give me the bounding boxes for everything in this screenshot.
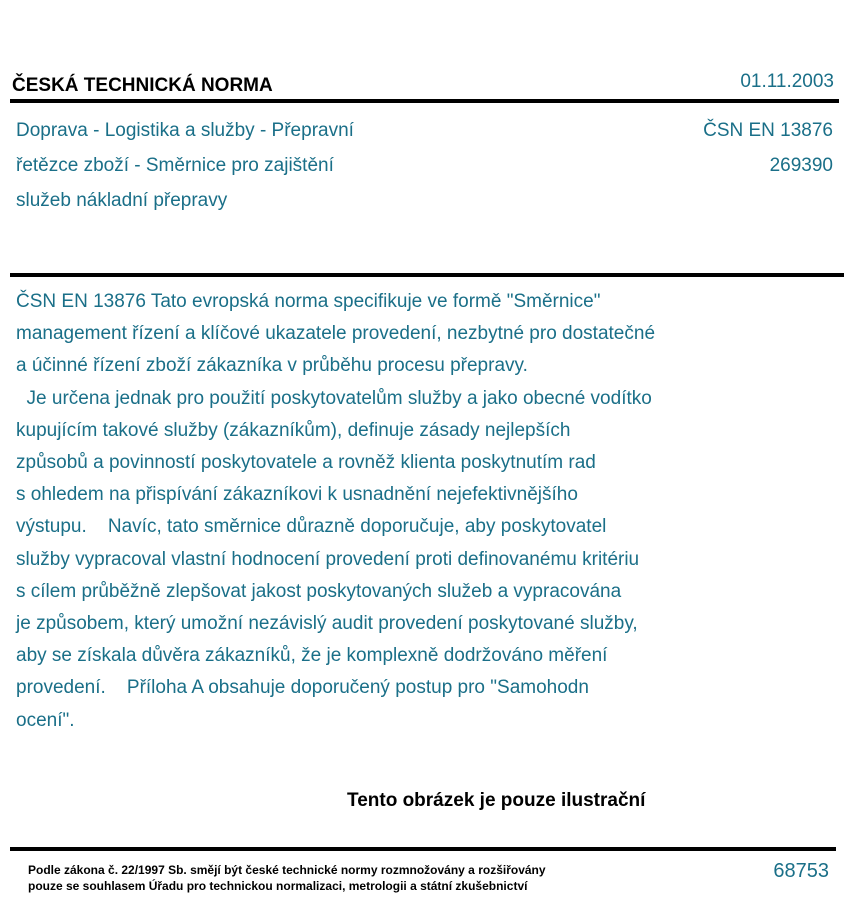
abstract-line: Je určena jednak pro použití poskytovatelům služby a jako obecné vodítko	[16, 387, 652, 409]
class-number: 269390	[769, 155, 833, 176]
abstract-line: aby se získala důvěra zákazníků, že je komplexně dodržováno měření	[16, 645, 608, 667]
section-divider	[10, 273, 844, 277]
abstract-line: s cílem průběžně zlepšovat jakost poskytovaných služeb a vypracována	[16, 580, 622, 602]
standard-title-line: Doprava - Logistika a služby - Přepravní	[16, 120, 354, 141]
abstract-line: je způsobem, který umožní nezávislý audit provedení poskytované služby,	[16, 613, 638, 635]
issue-date: 01.11.2003	[740, 71, 834, 92]
legal-notice	[28, 862, 546, 894]
abstract-line: způsobů a povinností poskytovatele a rovněž klienta poskytnutím rad	[16, 452, 596, 474]
abstract-line: výstupu. Navíc, tato směrnice důrazně doporučuje, aby poskytovatel	[16, 516, 607, 538]
document-number: 68753	[773, 860, 829, 882]
abstract-line: s ohledem na přispívání zákazníkovi k usnadnění nejefektivnějšího	[16, 484, 578, 506]
standard-title-line: služeb nákladní přepravy	[16, 190, 228, 211]
standard-code: ČSN EN 13876	[703, 120, 833, 141]
abstract-line: provedení. Příloha A obsahuje doporučený postup pro "Samohodn	[16, 677, 589, 699]
standard-title-line: řetězce zboží - Směrnice pro zajištění	[16, 155, 334, 176]
standard-abstract	[16, 286, 655, 737]
abstract-line: management řízení a klíčové ukazatele provedení, nezbytné pro dostatečné	[16, 323, 656, 345]
legal-notice-line: Podle zákona č. 22/1997 Sb. smějí být české technické normy rozmnožovány a rozšiřovány	[28, 863, 546, 877]
abstract-line: ČSN EN 13876 Tato evropská norma specifikuje ve formě "Směrnice"	[16, 291, 601, 312]
abstract-line: služby vypracoval vlastní hodnocení provedení proti definovanému kritériu	[16, 548, 640, 570]
illustration-note: Tento obrázek je pouze ilustrační	[347, 790, 646, 811]
legal-notice-line: pouze se souhlasem Úřadu pro technickou normalizaci, metrologii a státní zkušebnictví	[28, 879, 528, 893]
abstract-line: kupujícím takové služby (zákazníkům), definuje zásady nejlepších	[16, 419, 571, 441]
footer-divider	[10, 847, 836, 851]
standard-title	[16, 113, 354, 218]
document-heading: ČESKÁ TECHNICKÁ NORMA	[12, 75, 273, 96]
header-divider	[10, 99, 839, 103]
abstract-line: a účinné řízení zboží zákazníka v průběhu procesu přepravy.	[16, 355, 528, 377]
abstract-line: ocení".	[16, 709, 75, 731]
standard-identifiers	[703, 113, 833, 183]
